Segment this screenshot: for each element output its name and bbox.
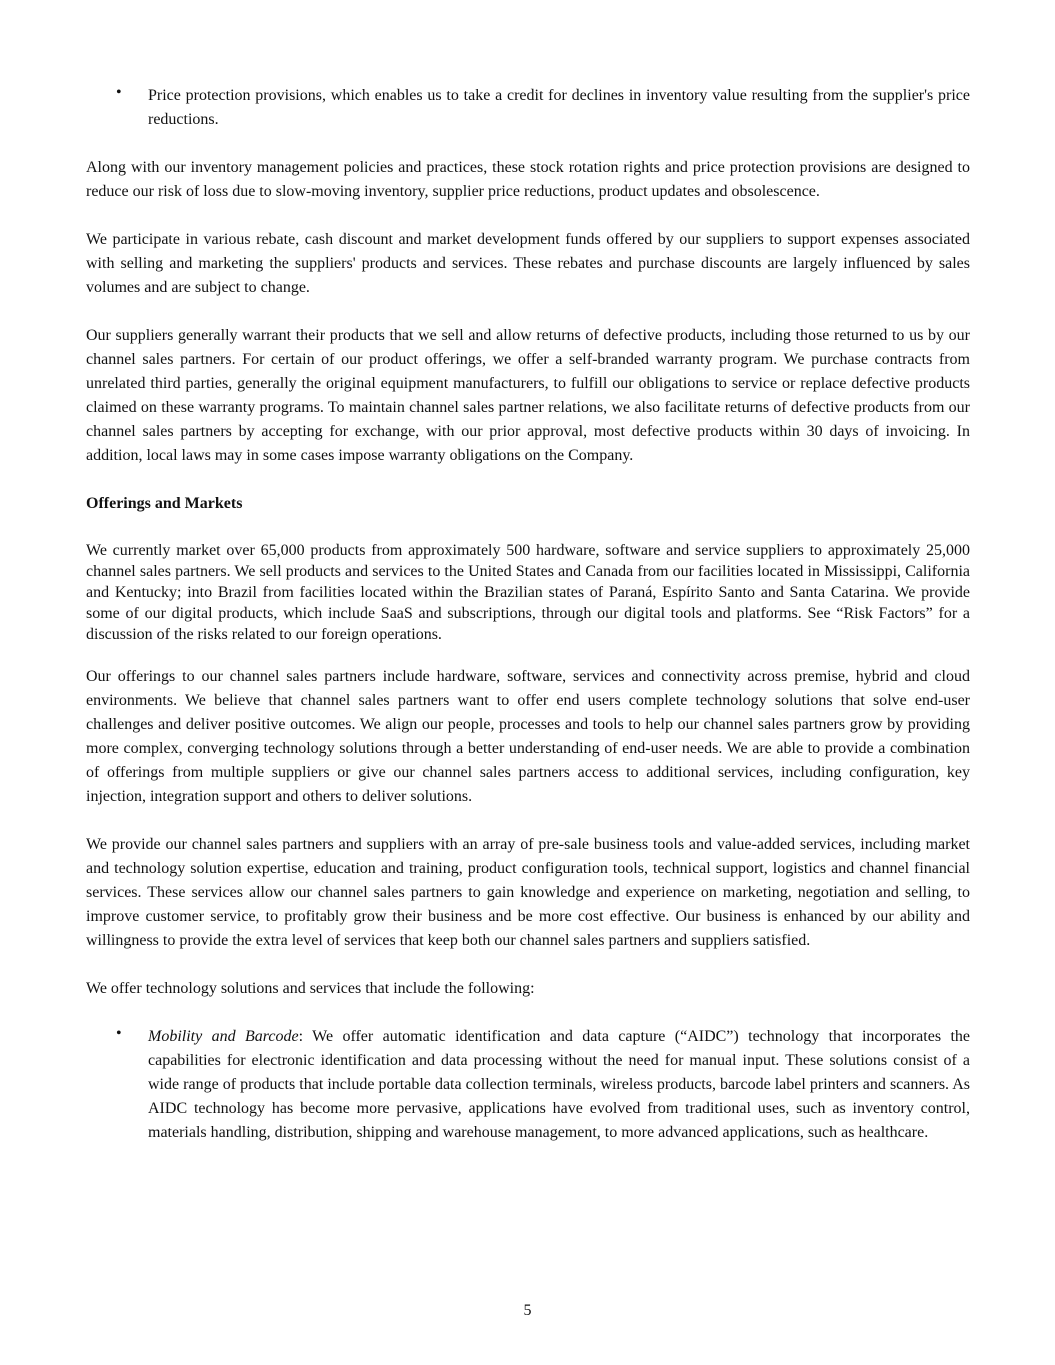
bullet-icon: •	[116, 1025, 122, 1042]
paragraph-rebates: We participate in various rebate, cash discount and market development funds offered by our suppliers to support expenses associated with selling and marketing the suppliers' products and services. These rebates and purchase discounts are largely influenced by sales volumes and are subject to change.	[86, 231, 970, 296]
bullet-item-mobility-barcode	[86, 1025, 970, 1145]
bullet-text	[148, 1025, 970, 1145]
bullet-icon: •	[116, 84, 122, 101]
paragraph-inventory-policies: Along with our inventory management policies and practices, these stock rotation rights and price protection provisions are designed to reduce our risk of loss due to slow-moving inventory, supplier price reductions, product updates and obsolescence.	[86, 159, 970, 200]
paragraph-offerings: Our offerings to our channel sales partners include hardware, software, services and connectivity across premise, hybrid and cloud environments. We believe that channel sales partners want to offer end users complete technology solutions that solve end-user challenges and deliver positive outcomes. We align our people, processes and tools to help our channel sales partners grow by providing more complex, converging technology solutions through a better understanding of end-user needs. We are able to provide a combination of offerings from multiple suppliers or give our channel sales partners access to additional services, including configuration, key injection, integration support and others to deliver solutions.	[86, 668, 970, 805]
page-number: 5	[523, 1302, 532, 1319]
bullet-item-price-protection	[86, 84, 970, 132]
section-heading: Offerings and Markets	[86, 495, 243, 512]
bullet-title: Mobility and Barcode	[148, 1028, 299, 1045]
paragraph-warranty: Our suppliers generally warrant their products that we sell and allow returns of defective products, including those returned to us by our channel sales partners. For certain of our product offerings, we offer a self-branded warranty program. We purchase contracts from unrelated third parties, generally the original equipment manufacturers, to fulfill our obligations to service or replace defective products claimed on these warranty programs. To maintain channel sales partner relations, we also facilitate returns of defective products from our channel sales partners by accepting for exchange, with our prior approval, most defective products within 30 days of invoicing. In addition, local laws may in some cases impose warranty obligations on the Company.	[86, 327, 970, 464]
paragraph-services: We provide our channel sales partners and suppliers with an array of pre-sale business tools and value-added services, including market and technology solution expertise, education and training, product configuration tools, technical support, logistics and channel financial services. These services allow our channel sales partners to gain knowledge and experience on marketing, negotiation and selling, to improve customer service, to profitably grow their business and be more cost effective. Our business is enhanced by our ability and willingness to provide the extra level of services that keep both our channel sales partners and suppliers satisfied.	[86, 836, 970, 949]
bullet-body: : We offer automatic identification and data capture (“AIDC”) technology that incorporates the capabilities for electronic identification and data processing without the need for manual input. These solutions consist of a wide range of products that include portable data collection terminals, wireless products, barcode label printers and scanners. As AIDC technology has become more pervasive, applications have evolved from traditional uses, such as inventory control, materials handling, distribution, shipping and warehouse management, to more advanced applications, such as healthcare.	[148, 1028, 970, 1141]
paragraph-solutions-intro: We offer technology solutions and services that include the following:	[86, 980, 535, 997]
paragraph-products-markets: We currently market over 65,000 products from approximately 500 hardware, software and service suppliers to approximately 25,000 channel sales partners. We sell products and services to the United States and Canada from our facilities located in Mississippi, California and Kentucky; into Brazil from facilities located within the Brazilian states of Paraná, Espírito Santo and Santa Catarina. We provide some of our digital products, which include SaaS and subscriptions, through our digital tools and platforms. See “Risk Factors” for a discussion of the risks related to our foreign operations.	[86, 542, 970, 643]
document-page	[86, 84, 970, 1145]
bullet-text: Price protection provisions, which enables us to take a credit for declines in inventory value resulting from the supplier's price reductions.	[148, 87, 970, 128]
